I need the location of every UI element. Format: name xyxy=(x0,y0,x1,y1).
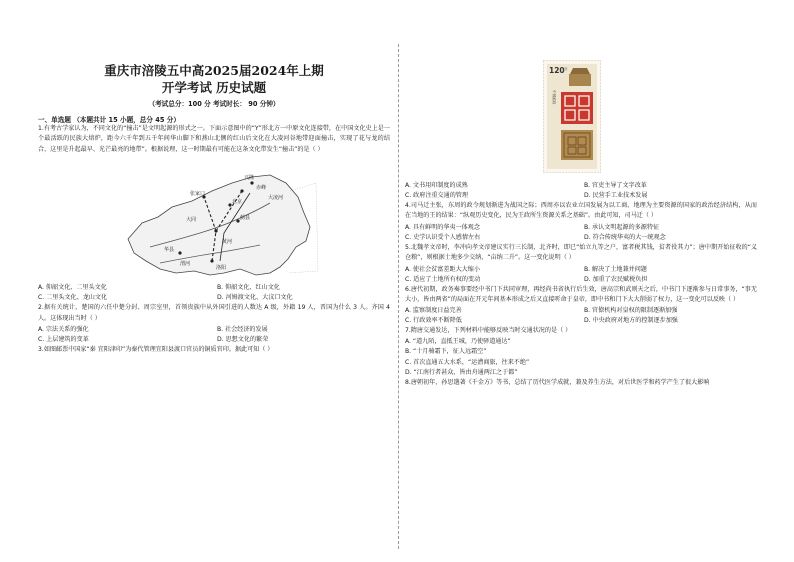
q2-option-c[interactable]: C. 上层建筑的变革 xyxy=(38,336,89,344)
q4-options xyxy=(405,223,757,243)
site-dot xyxy=(214,230,217,233)
q5-options xyxy=(405,265,757,285)
stamp-value: 120 xyxy=(549,66,565,75)
site-dot xyxy=(210,260,213,263)
q6-option-b[interactable]: B. 官僚机构对皇权的限制逐渐加强 xyxy=(584,307,678,315)
column-divider xyxy=(398,44,399,549)
stamp-unit: 分 xyxy=(564,67,568,71)
question-7: 7.隋唐交通发达，下列材料中能够反映当时交通状况的是（ ） xyxy=(405,327,572,335)
seal-imprint xyxy=(561,92,593,124)
question-2: 2.据有关统计，楚国的六任中楚分封、周宗室里，首领贵族中从外国引进的人数达 A 级，外籍 19 人，晋国为什么 3 人。齐国 4 人。这体现出当时（ ） xyxy=(38,304,390,322)
q3-option-a[interactable]: A. 文书用印制度的成熟 xyxy=(405,182,468,189)
map-label: 蓟县 xyxy=(240,215,251,222)
q3-option-c[interactable]: C. 政府注重交通的管理 xyxy=(405,192,468,199)
map-label: 大凌河 xyxy=(268,195,284,202)
question-4: 4.司马迁主张，东周的政令规划渐进为战国之际；西周亦以农业立国发展为以工商、地理为主要资源的国家的政治经济结构，从而在当地的王的结果：“纵观历史变化，民为王政所生资源关系之基础”。由此可知，司马迁（ ） xyxy=(405,202,757,220)
question-3: 3.如图邮票中国家“秦 宜阳津印”为秦代管理宜阳县渡口官员的铜质官印。据此可知（ ） xyxy=(38,346,274,354)
map-label: 北京 xyxy=(232,199,243,206)
stamp-svg xyxy=(543,60,601,173)
q1-option-d[interactable]: D. 河姆渡文化、大汶口文化 xyxy=(217,294,293,302)
q5-option-d[interactable]: D. 加重了农民赋税负担 xyxy=(584,275,648,283)
map-label: 洛阳 xyxy=(216,265,227,272)
postage-stamp xyxy=(543,60,601,173)
stamp-country: 中国邮政 xyxy=(552,90,556,105)
q2-option-b[interactable]: B. 社会经济的发展 xyxy=(217,326,268,334)
q1-options xyxy=(38,283,390,303)
seal-handle-top xyxy=(570,68,590,74)
site-dot xyxy=(250,182,253,185)
q1-option-c[interactable]: C. 二里头文化、龙山文化 xyxy=(38,294,108,302)
q3-options xyxy=(405,181,757,201)
map-label: 渭河 xyxy=(180,261,191,268)
q4-option-b[interactable]: B. 承认文明起源的多源特征 xyxy=(584,223,660,231)
q3-option-d[interactable]: D. 民营手工业技术发展 xyxy=(584,192,648,199)
map-label: 华县 xyxy=(164,247,175,254)
land-outline xyxy=(128,175,310,275)
q4-option-c[interactable]: C. 史学认识受个人感情左右 xyxy=(405,233,481,241)
exam-meta: （考试总分：100 分 考试时长： 90 分钟） xyxy=(148,100,280,108)
question-6: 6.唐代初期，政务奏事要经中书门下共同审理，再经尚书省执行后生效，唐高宗和武则天之后，中书门下逐渐参与日常事务，“事无大小，皆由两省”的局面在开元年间基本形成之后又直接听命于皇帝，即中书和门下大大削弱了权力，这一变化可以反映（ ） xyxy=(405,285,757,304)
site-dot xyxy=(240,190,243,193)
q3-option-b[interactable]: B. 官吏主导了文字改革 xyxy=(584,182,647,189)
q6-options xyxy=(405,306,757,326)
question-1: 1.有考古学家认为，不同文化的“撞击”是文明起源的形式之一。下面示意图中的“Y”形北方一中原文化连接带，在中国文化史上是一个最活跃的民族大熔炉，距今六千年到五千年间华山脚下和燕山北侧的红山后文化在大凌河谷地带迎面撞击，实现了花与龙的结合，这里是升起最早、光芒最亮的地带”。根据说理，这一时期最有可能在这条文化带发生“撞击”的是（ ） xyxy=(38,125,390,153)
culture-map-svg xyxy=(120,161,320,279)
map-label: 大同 xyxy=(186,217,197,224)
q7-option-a[interactable]: A. “道九陌，直抵王城，乃使驿道通达” xyxy=(405,337,511,345)
exam-title-line1: 重庆市涪陵五中高2025届2024年上期 xyxy=(104,63,324,78)
q6-option-a[interactable]: A. 监察制度日益完善 xyxy=(405,307,462,315)
culture-map xyxy=(120,161,320,279)
seal-face xyxy=(561,130,593,160)
q2-option-a[interactable]: A. 宗法关系的强化 xyxy=(38,326,89,334)
q7-option-d[interactable]: D. “江南行者甚众，皆由舟通两江之于都” xyxy=(405,369,518,377)
site-dot xyxy=(178,252,181,255)
exam-title-line2: 开学考试 历史试题 xyxy=(161,80,267,95)
q5-option-c[interactable]: C. 适应了土地所有权的变动 xyxy=(405,275,481,283)
question-8: 8.唐朝初年，孙思邈著《千金方》等书，总结了历代医学成就，兼及养生方法，对后世医学和药学产生了很大影响 xyxy=(405,379,710,387)
q7-option-b[interactable]: B. “十月骑霜下，征人远霜空” xyxy=(405,348,487,356)
map-label: 张家口 xyxy=(190,191,206,198)
q4-option-a[interactable]: A. 具有鲜明的华夷一体观念 xyxy=(405,223,480,231)
q2-options xyxy=(38,325,390,345)
q7-option-c[interactable]: C. 首次直通五大水系，“运漕商旅，往来不绝” xyxy=(405,358,530,366)
map-label: 黄河 xyxy=(222,239,233,246)
q1-option-b[interactable]: B. 仰韶文化、红山文化 xyxy=(217,284,280,292)
section-heading: 一、单选题 （本题共计 15 小题，总分 45 分） xyxy=(38,116,180,124)
question-5: 5.北魏孝文帝时，李冲向孝文帝建议实行三长制，北齐时，即已“始立九等之户，富者税其钱，贫者役其力”；唐中期开始征收的“义仓粮”，则根据土地多少交纳，“亩纳二升”。这一变化说明（ ） xyxy=(405,243,757,262)
seal-handle xyxy=(569,74,591,86)
q6-option-c[interactable]: C. 行政效率不断降低 xyxy=(405,317,462,325)
map-label: 兴隆 xyxy=(244,175,255,182)
q5-option-a[interactable]: A. 使社会贫富差距大大缩小 xyxy=(405,265,480,273)
right-column xyxy=(405,60,757,389)
q1-option-a[interactable]: A. 仰韶文化、二里头文化 xyxy=(38,284,107,292)
q2-option-d[interactable]: D. 思想文化的繁荣 xyxy=(217,336,269,344)
q5-option-b[interactable]: B. 解决了土地兼并问题 xyxy=(584,265,647,273)
map-label: 赤峰 xyxy=(256,185,267,192)
q6-option-d[interactable]: D. 中央政府对地方的控制逐步加强 xyxy=(584,317,678,325)
q4-option-d[interactable]: D. 符合传统华夷的大一统观念 xyxy=(584,233,666,241)
left-column xyxy=(38,62,390,355)
